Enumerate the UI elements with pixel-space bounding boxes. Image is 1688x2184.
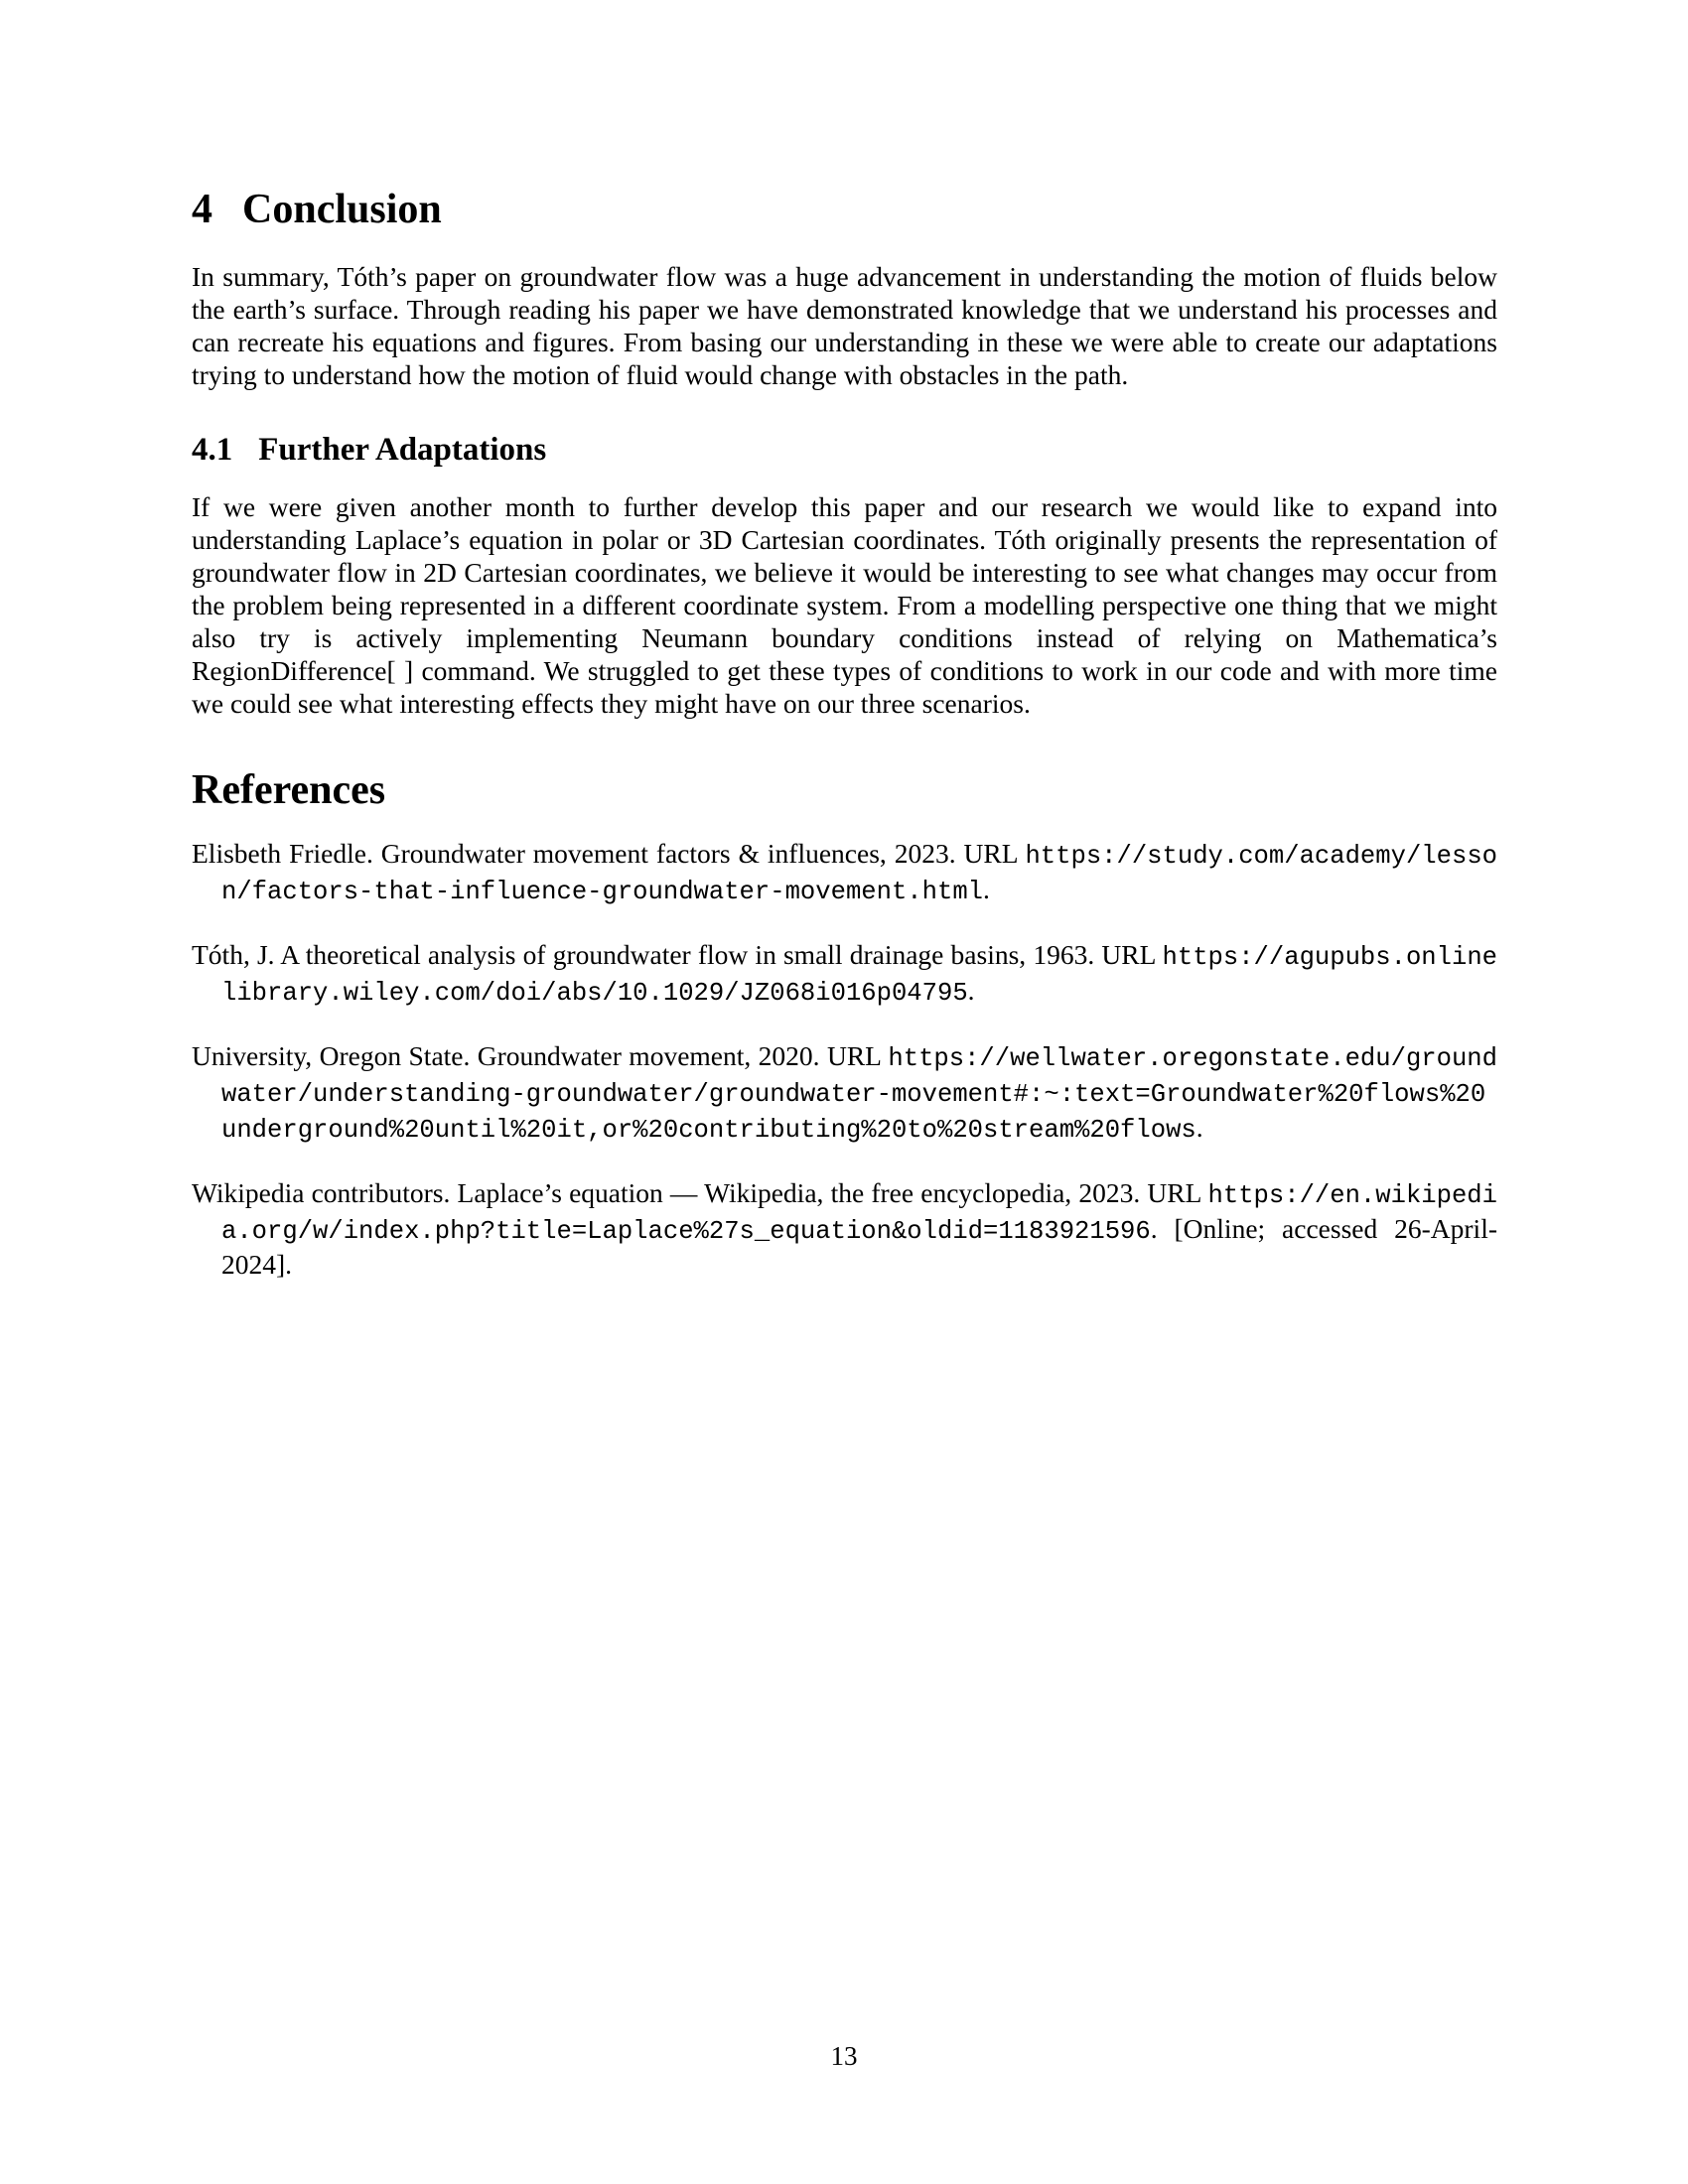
reference-url[interactable]: https://en.wikipedia.org/w/index.php?title=Laplace%27s_equation&oldid=1183921596: [221, 1181, 1497, 1246]
reference-url[interactable]: https://wellwater.oregonstate.edu/groundwater/understanding-groundwater/groundwater-movement#:~:text=Groundwater%20flows%20underground%20until%20it,or%20contributing%20to%20stream%20flows: [221, 1044, 1497, 1145]
adaptations-paragraph: If we were given another month to further develop this paper and our research we would like to expand into understanding Laplace’s equation in polar or 3D Cartesian coordinates. Tóth originally presents the representation of groundwater flow in 2D Cartesian coordinates, we believe it would be interesting to see what changes may occur from the problem being represented in a different coordinate system. From a modelling perspective one thing that we might also try is actively implementing Neumann boundary conditions instead of relying on Mathematica’s RegionDifference[ ] command. We struggled to get these types of conditions to work in our code and with more time we could see what interesting effects they might have on our three scenarios.: [192, 491, 1497, 719]
reference-text: . [Online; accessed 26-April-2024].: [221, 1213, 1497, 1280]
reference-url[interactable]: https://agupubs.onlinelibrary.wiley.com/doi/abs/10.1029/JZ068i016p04795: [221, 943, 1497, 1008]
section-heading: [192, 187, 1497, 232]
reference-text: Wikipedia contributors. Laplace’s equation — Wikipedia, the free encyclopedia, 2023. URL: [192, 1177, 1208, 1208]
subsection-title: Further Adaptations: [258, 432, 547, 468]
section-number: 4: [192, 187, 212, 232]
page-number: 13: [830, 2041, 858, 2071]
references-heading: References: [192, 767, 386, 813]
reference-item: [192, 837, 1497, 908]
reference-text: .: [967, 975, 975, 1006]
reference-text: Elisbeth Friedle. Groundwater movement factors & influences, 2023. URL: [192, 838, 1026, 869]
reference-item: [192, 1176, 1497, 1281]
reference-url[interactable]: https://study.com/academy/lesson/factors-that-influence-groundwater-movement.html: [221, 842, 1497, 906]
subsection-heading: [192, 431, 1497, 469]
section-title: Conclusion: [242, 187, 442, 232]
subsection-number: 4.1: [192, 432, 233, 468]
reference-item: [192, 1039, 1497, 1147]
reference-text: Tóth, J. A theoretical analysis of groundwater flow in small drainage basins, 1963. URL: [192, 939, 1163, 970]
reference-text: .: [983, 874, 990, 904]
reference-text: University, Oregon State. Groundwater movement, 2020. URL: [192, 1040, 889, 1071]
reference-text: .: [1196, 1112, 1203, 1143]
conclusion-paragraph: In summary, Tóth’s paper on groundwater flow was a huge advancement in understanding the motion of fluids below the earth’s surface. Through reading his paper we have demonstrated knowledge that we understand his processes and can recreate his equations and figures. From basing our understanding in these we were able to create our adaptations trying to understand how the motion of fluid would change with obstacles in the path.: [192, 261, 1497, 390]
reference-item: [192, 938, 1497, 1010]
